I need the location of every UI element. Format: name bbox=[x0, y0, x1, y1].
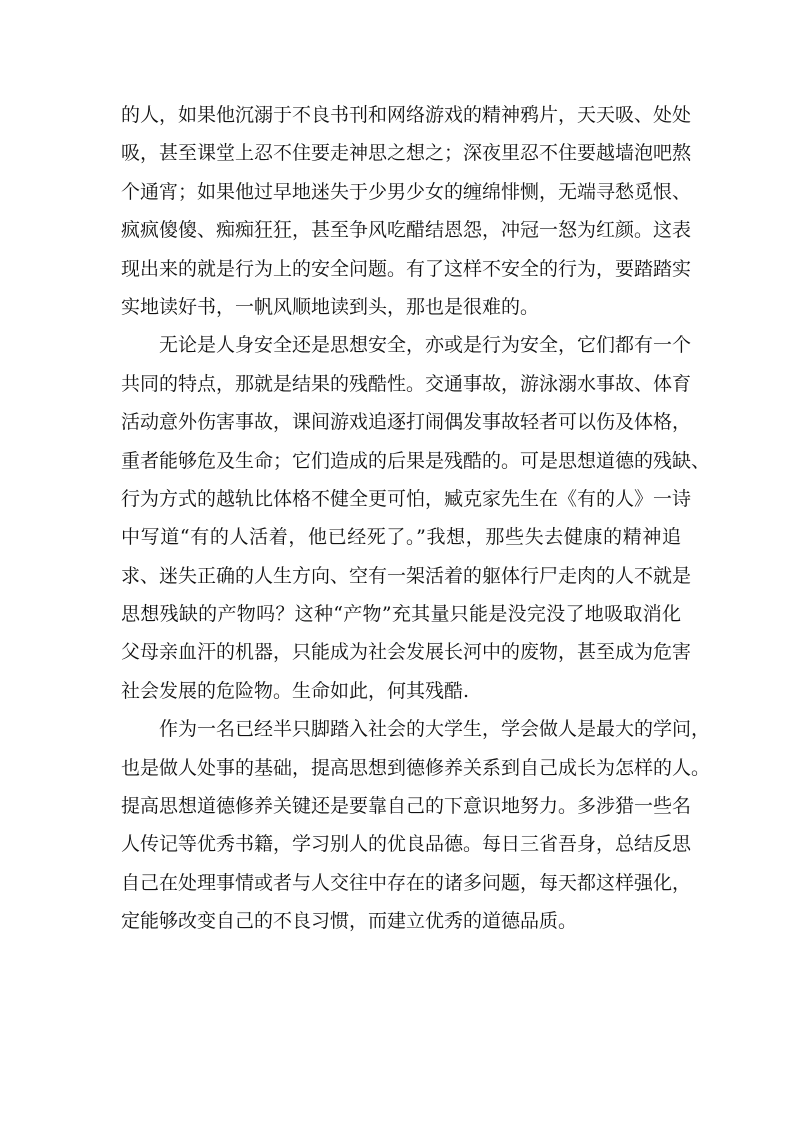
text-line: 也是做人处事的基础，提高思想到德修养关系到自己成长为怎样的人。 bbox=[121, 756, 711, 779]
text-line: 社会发展的危险物。生命如此，何其残酷. bbox=[121, 679, 470, 702]
text-line: 人传记等优秀书籍，学习别人的优良品德。每日三省吾身，总结反思 bbox=[121, 833, 692, 856]
text-line: 定能够改变自己的不良习惯，而建立优秀的道德品质。 bbox=[121, 910, 578, 933]
text-line: 实地读好书，一帆风顺地读到头，那也是很难的。 bbox=[121, 295, 540, 318]
text-line: 个通宵；如果他过早地迷失于少男少女的缠绵悱恻，无端寻愁觅恨、 bbox=[121, 180, 692, 203]
text-line: 吸，甚至课堂上忍不住要走神思之想之；深夜里忍不住要越墙泡吧熬 bbox=[121, 142, 692, 165]
text-line: 共同的特点，那就是结果的残酷性。交通事故，游泳溺水事故、体育 bbox=[121, 372, 692, 395]
paragraph-2 bbox=[121, 326, 711, 710]
text-line: 作为一名已经半只脚踏入社会的大学生，学会做人是最大的学问， bbox=[159, 718, 711, 741]
text-line: 活动意外伤害事故，课间游戏追逐打闹偶发事故轻者可以伤及体格， bbox=[121, 411, 692, 434]
text-line: 行为方式的越轨比体格不健全更可怕，臧克家先生在《有的人》一诗 bbox=[121, 487, 692, 510]
text-line: 重者能够危及生命；它们造成的后果是残酷的。可是思想道德的残缺、 bbox=[121, 449, 711, 472]
text-line: 无论是人身安全还是思想安全，亦或是行为安全，它们都有一个 bbox=[159, 334, 692, 357]
text-line: 提高思想道德修养关键还是要靠自己的下意识地努力。多涉猎一些名 bbox=[121, 795, 692, 818]
paragraph-3 bbox=[121, 710, 711, 940]
text-line: 思想残缺的产物吗？这种“产物”充其量只能是没完没了地吸取消化 bbox=[121, 603, 681, 626]
paragraph-1 bbox=[121, 96, 692, 326]
text-line: 求、迷失正确的人生方向、空有一架活着的躯体行尸走肉的人不就是 bbox=[121, 564, 692, 587]
text-line: 父母亲血汗的机器，只能成为社会发展长河中的废物，甚至成为危害 bbox=[121, 641, 692, 664]
text-line: 现出来的就是行为上的安全问题。有了这样不安全的行为，要踏踏实 bbox=[121, 257, 692, 280]
body-text bbox=[121, 96, 711, 941]
text-line: 中写道“有的人活着，他已经死了。”我想，那些失去健康的精神追 bbox=[121, 526, 681, 549]
text-line: 疯疯傻傻、痴痴狂狂，甚至争风吃醋结恩怨，冲冠一怒为红颜。这表 bbox=[121, 219, 692, 242]
text-line: 自己在处理事情或者与人交往中存在的诸多问题，每天都这样强化， bbox=[121, 871, 692, 894]
text-line: 的人，如果他沉溺于不良书刊和网络游戏的精神鸦片，天天吸、处处 bbox=[121, 104, 692, 126]
